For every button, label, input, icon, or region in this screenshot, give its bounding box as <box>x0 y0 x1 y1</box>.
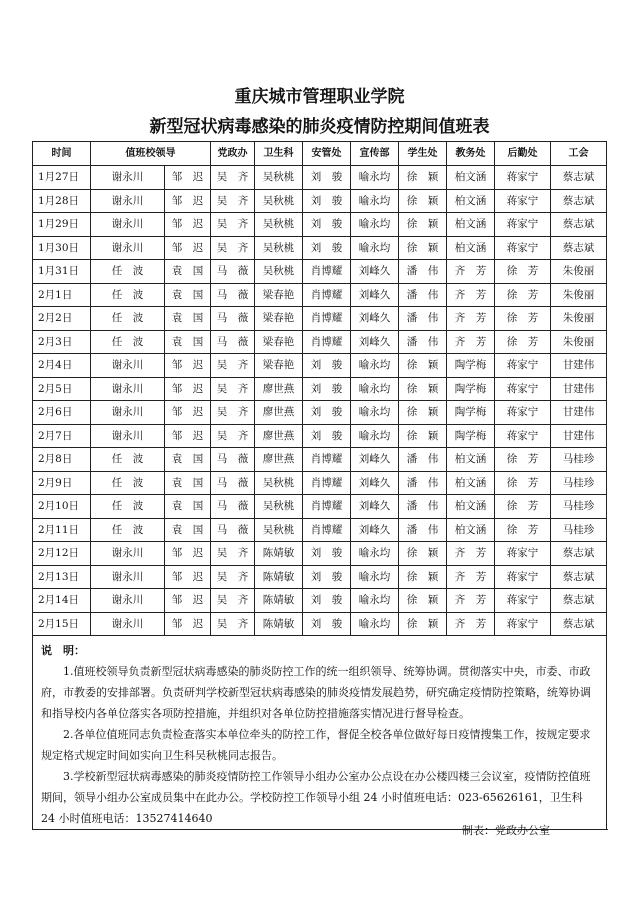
duty-cell: 柏文涵 <box>447 236 495 260</box>
header-logistics-office: 后勤处 <box>495 142 551 166</box>
duty-cell: 徐 颖 <box>399 213 447 237</box>
header-security-office: 安管处 <box>303 142 351 166</box>
duty-cell: 廖世燕 <box>255 424 303 448</box>
duty-cell: 蔡志斌 <box>551 166 607 190</box>
duty-cell: 蒋家宁 <box>495 377 551 401</box>
duty-cell: 潘 伟 <box>399 471 447 495</box>
duty-cell: 喻永均 <box>351 401 399 425</box>
date-cell: 2月7日 <box>33 424 91 448</box>
duty-cell: 吴秋桃 <box>255 213 303 237</box>
duty-cell: 陶学梅 <box>447 424 495 448</box>
duty-cell: 陈婧敏 <box>255 612 303 636</box>
duty-cell: 徐 芳 <box>495 471 551 495</box>
duty-cell: 肖博耀 <box>303 448 351 472</box>
duty-cell: 任 波 <box>91 471 165 495</box>
duty-cell: 谢永川 <box>91 612 165 636</box>
duty-cell: 吴 齐 <box>211 542 255 566</box>
duty-cell: 刘 骏 <box>303 565 351 589</box>
duty-cell: 柏文涵 <box>447 518 495 542</box>
duty-cell: 吴秋桃 <box>255 260 303 284</box>
duty-cell: 吴 齐 <box>211 424 255 448</box>
duty-cell: 刘峰久 <box>351 448 399 472</box>
document-title: 重庆城市管理职业学院 <box>234 87 405 107</box>
duty-cell: 邹 迟 <box>165 189 211 213</box>
duty-cell: 邹 迟 <box>165 354 211 378</box>
duty-cell: 任 波 <box>91 518 165 542</box>
date-cell: 2月12日 <box>33 542 91 566</box>
date-cell: 2月9日 <box>33 471 91 495</box>
duty-cell: 徐 颖 <box>399 354 447 378</box>
duty-cell: 吴 齐 <box>211 401 255 425</box>
document-subtitle: 新型冠状病毒感染的肺炎疫情防控期间值班表 <box>149 117 490 137</box>
duty-cell: 蔡志斌 <box>551 565 607 589</box>
duty-cell: 蒋家宁 <box>495 354 551 378</box>
duty-cell: 谢永川 <box>91 166 165 190</box>
duty-cell: 蔡志斌 <box>551 542 607 566</box>
duty-cell: 吴 齐 <box>211 377 255 401</box>
duty-cell: 蒋家宁 <box>495 189 551 213</box>
duty-cell: 喻永均 <box>351 166 399 190</box>
duty-cell: 谢永川 <box>91 424 165 448</box>
duty-cell: 齐 芳 <box>447 589 495 613</box>
duty-cell: 谢永川 <box>91 542 165 566</box>
duty-cell: 刘峰久 <box>351 330 399 354</box>
duty-cell: 谢永川 <box>91 213 165 237</box>
duty-cell: 吴秋桃 <box>255 495 303 519</box>
duty-cell: 徐 颖 <box>399 424 447 448</box>
duty-cell: 刘 骏 <box>303 354 351 378</box>
duty-cell: 潘 伟 <box>399 448 447 472</box>
header-school-leader: 值班校领导 <box>91 142 211 166</box>
duty-cell: 齐 芳 <box>447 330 495 354</box>
duty-cell: 蒋家宁 <box>495 542 551 566</box>
duty-cell: 马 薇 <box>211 330 255 354</box>
duty-cell: 任 波 <box>91 495 165 519</box>
date-cell: 2月5日 <box>33 377 91 401</box>
table-row <box>33 542 607 566</box>
duty-cell: 肖博耀 <box>303 495 351 519</box>
table-row <box>33 377 607 401</box>
duty-cell: 齐 芳 <box>447 565 495 589</box>
duty-cell: 徐 芳 <box>495 330 551 354</box>
duty-cell: 梁春艳 <box>255 307 303 331</box>
duty-cell: 齐 芳 <box>447 542 495 566</box>
duty-schedule-table <box>32 141 607 830</box>
duty-cell: 甘建伟 <box>551 354 607 378</box>
duty-cell: 陈婧敏 <box>255 565 303 589</box>
duty-cell: 朱俊丽 <box>551 307 607 331</box>
duty-cell: 蒋家宁 <box>495 166 551 190</box>
duty-cell: 刘峰久 <box>351 471 399 495</box>
duty-cell: 徐 颖 <box>399 166 447 190</box>
duty-cell: 吴秋桃 <box>255 166 303 190</box>
duty-cell: 袁 国 <box>165 330 211 354</box>
duty-cell: 蒋家宁 <box>495 236 551 260</box>
notes-heading: 说 明： <box>41 644 85 657</box>
duty-cell: 徐 芳 <box>495 283 551 307</box>
duty-cell: 朱俊丽 <box>551 260 607 284</box>
duty-cell: 谢永川 <box>91 565 165 589</box>
header-date: 时间 <box>33 142 91 166</box>
duty-cell: 蒋家宁 <box>495 213 551 237</box>
duty-cell: 袁 国 <box>165 260 211 284</box>
duty-cell: 肖博耀 <box>303 307 351 331</box>
table-row <box>33 565 607 589</box>
duty-cell: 喻永均 <box>351 213 399 237</box>
duty-cell: 刘 骏 <box>303 236 351 260</box>
duty-cell: 潘 伟 <box>399 495 447 519</box>
duty-cell: 袁 国 <box>165 307 211 331</box>
duty-cell: 蔡志斌 <box>551 213 607 237</box>
duty-cell: 徐 颖 <box>399 377 447 401</box>
duty-cell: 徐 颖 <box>399 542 447 566</box>
duty-cell: 陶学梅 <box>447 401 495 425</box>
duty-cell: 徐 颖 <box>399 401 447 425</box>
duty-cell: 马 薇 <box>211 448 255 472</box>
duty-cell: 谢永川 <box>91 354 165 378</box>
duty-cell: 甘建伟 <box>551 377 607 401</box>
duty-cell: 任 波 <box>91 283 165 307</box>
duty-cell: 马桂珍 <box>551 495 607 519</box>
table-row <box>33 166 607 190</box>
table-row <box>33 283 607 307</box>
duty-cell: 刘峰久 <box>351 307 399 331</box>
date-cell: 2月2日 <box>33 307 91 331</box>
duty-cell: 马 薇 <box>211 283 255 307</box>
duty-cell: 蒋家宁 <box>495 612 551 636</box>
duty-cell: 刘 骏 <box>303 589 351 613</box>
duty-cell: 邹 迟 <box>165 589 211 613</box>
table-row <box>33 518 607 542</box>
duty-cell: 柏文涵 <box>447 189 495 213</box>
duty-cell: 吴秋桃 <box>255 471 303 495</box>
duty-cell: 吴 齐 <box>211 612 255 636</box>
duty-cell: 朱俊丽 <box>551 330 607 354</box>
duty-cell: 吴 齐 <box>211 189 255 213</box>
table-row <box>33 236 607 260</box>
duty-cell: 潘 伟 <box>399 260 447 284</box>
duty-cell: 邹 迟 <box>165 565 211 589</box>
date-cell: 2月1日 <box>33 283 91 307</box>
table-row <box>33 471 607 495</box>
duty-cell: 齐 芳 <box>447 612 495 636</box>
table-row <box>33 307 607 331</box>
duty-cell: 邹 迟 <box>165 401 211 425</box>
duty-cell: 喻永均 <box>351 542 399 566</box>
duty-cell: 喻永均 <box>351 612 399 636</box>
duty-cell: 袁 国 <box>165 448 211 472</box>
table-row <box>33 424 607 448</box>
duty-cell: 吴 齐 <box>211 213 255 237</box>
duty-cell: 甘建伟 <box>551 401 607 425</box>
duty-cell: 马 薇 <box>211 471 255 495</box>
duty-cell: 肖博耀 <box>303 260 351 284</box>
duty-cell: 谢永川 <box>91 189 165 213</box>
duty-cell: 徐 颖 <box>399 589 447 613</box>
duty-cell: 蒋家宁 <box>495 565 551 589</box>
duty-cell: 马桂珍 <box>551 518 607 542</box>
table-row <box>33 495 607 519</box>
duty-cell: 梁春艳 <box>255 330 303 354</box>
duty-cell: 马 薇 <box>211 260 255 284</box>
duty-cell: 谢永川 <box>91 236 165 260</box>
table-row <box>33 448 607 472</box>
duty-cell: 谢永川 <box>91 589 165 613</box>
duty-cell: 陶学梅 <box>447 377 495 401</box>
duty-cell: 陶学梅 <box>447 354 495 378</box>
date-cell: 2月3日 <box>33 330 91 354</box>
header-student-office: 学生处 <box>399 142 447 166</box>
duty-cell: 邹 迟 <box>165 424 211 448</box>
duty-cell: 肖博耀 <box>303 330 351 354</box>
duty-cell: 徐 颖 <box>399 189 447 213</box>
table-row <box>33 330 607 354</box>
duty-cell: 吴 齐 <box>211 166 255 190</box>
note-item-2: 2.各单位值班同志负责检查落实本单位牵头的防控工作，督促全校各单位做好每日疫情搜集工作，按规定要求规定格式规定时间如实向卫生科吴秋桃同志报告。 <box>41 728 591 762</box>
duty-cell: 任 波 <box>91 330 165 354</box>
duty-cell: 袁 国 <box>165 495 211 519</box>
duty-cell: 刘 骏 <box>303 401 351 425</box>
date-cell: 2月6日 <box>33 401 91 425</box>
duty-cell: 喻永均 <box>351 189 399 213</box>
duty-cell: 齐 芳 <box>447 307 495 331</box>
duty-cell: 马桂珍 <box>551 448 607 472</box>
duty-cell: 吴秋桃 <box>255 189 303 213</box>
duty-cell: 任 波 <box>91 307 165 331</box>
header-academic-office: 教务处 <box>447 142 495 166</box>
duty-cell: 朱俊丽 <box>551 283 607 307</box>
duty-cell: 潘 伟 <box>399 518 447 542</box>
date-cell: 2月8日 <box>33 448 91 472</box>
duty-cell: 蔡志斌 <box>551 189 607 213</box>
date-cell: 1月27日 <box>33 166 91 190</box>
duty-cell: 蒋家宁 <box>495 589 551 613</box>
duty-cell: 喻永均 <box>351 565 399 589</box>
header-publicity-dept: 宣传部 <box>351 142 399 166</box>
duty-cell: 甘建伟 <box>551 424 607 448</box>
duty-cell: 邹 迟 <box>165 236 211 260</box>
table-row <box>33 612 607 636</box>
duty-cell: 徐 芳 <box>495 307 551 331</box>
header-union: 工会 <box>551 142 607 166</box>
duty-cell: 廖世燕 <box>255 448 303 472</box>
duty-cell: 刘 骏 <box>303 213 351 237</box>
duty-cell: 袁 国 <box>165 471 211 495</box>
duty-cell: 吴 齐 <box>211 589 255 613</box>
table-header-row <box>33 142 607 166</box>
duty-cell: 谢永川 <box>91 377 165 401</box>
duty-cell: 廖世燕 <box>255 401 303 425</box>
duty-cell: 邹 迟 <box>165 542 211 566</box>
table-row <box>33 213 607 237</box>
date-cell: 2月15日 <box>33 612 91 636</box>
table-row <box>33 189 607 213</box>
duty-cell: 刘峰久 <box>351 495 399 519</box>
table-row <box>33 260 607 284</box>
prepared-by: 制表：党政办公室 <box>462 824 550 837</box>
duty-cell: 刘 骏 <box>303 612 351 636</box>
duty-cell: 齐 芳 <box>447 260 495 284</box>
duty-cell: 柏文涵 <box>447 471 495 495</box>
table-row <box>33 401 607 425</box>
duty-cell: 邹 迟 <box>165 166 211 190</box>
date-cell: 2月11日 <box>33 518 91 542</box>
duty-cell: 柏文涵 <box>447 495 495 519</box>
duty-cell: 喻永均 <box>351 354 399 378</box>
duty-cell: 刘 骏 <box>303 542 351 566</box>
duty-cell: 潘 伟 <box>399 330 447 354</box>
duty-cell: 蔡志斌 <box>551 589 607 613</box>
table-row <box>33 589 607 613</box>
duty-cell: 喻永均 <box>351 377 399 401</box>
duty-cell: 吴秋桃 <box>255 236 303 260</box>
duty-cell: 徐 芳 <box>495 448 551 472</box>
duty-cell: 邹 迟 <box>165 213 211 237</box>
duty-cell: 袁 国 <box>165 283 211 307</box>
date-cell: 2月14日 <box>33 589 91 613</box>
date-cell: 2月10日 <box>33 495 91 519</box>
duty-cell: 吴 齐 <box>211 354 255 378</box>
date-cell: 2月4日 <box>33 354 91 378</box>
duty-cell: 徐 颖 <box>399 236 447 260</box>
duty-cell: 马桂珍 <box>551 471 607 495</box>
duty-cell: 任 波 <box>91 448 165 472</box>
table-row <box>33 354 607 378</box>
date-cell: 1月29日 <box>33 213 91 237</box>
duty-cell: 邹 迟 <box>165 612 211 636</box>
duty-cell: 马 薇 <box>211 495 255 519</box>
duty-cell: 蒋家宁 <box>495 424 551 448</box>
duty-cell: 肖博耀 <box>303 518 351 542</box>
duty-cell: 刘峰久 <box>351 518 399 542</box>
date-cell: 1月30日 <box>33 236 91 260</box>
duty-cell: 刘 骏 <box>303 424 351 448</box>
date-cell: 2月13日 <box>33 565 91 589</box>
duty-cell: 潘 伟 <box>399 307 447 331</box>
duty-cell: 吴秋桃 <box>255 518 303 542</box>
header-party-office: 党政办 <box>211 142 255 166</box>
duty-cell: 柏文涵 <box>447 166 495 190</box>
date-cell: 1月31日 <box>33 260 91 284</box>
header-health-section: 卫生科 <box>255 142 303 166</box>
table-body <box>33 166 607 830</box>
duty-cell: 齐 芳 <box>447 283 495 307</box>
duty-cell: 徐 芳 <box>495 260 551 284</box>
duty-cell: 廖世燕 <box>255 377 303 401</box>
duty-cell: 马 薇 <box>211 518 255 542</box>
duty-cell: 蔡志斌 <box>551 236 607 260</box>
duty-cell: 陈婧敏 <box>255 542 303 566</box>
duty-cell: 喻永均 <box>351 236 399 260</box>
duty-cell: 谢永川 <box>91 401 165 425</box>
duty-cell: 任 波 <box>91 260 165 284</box>
duty-cell: 潘 伟 <box>399 283 447 307</box>
date-cell: 1月28日 <box>33 189 91 213</box>
duty-cell: 梁春艳 <box>255 354 303 378</box>
duty-cell: 陈婧敏 <box>255 589 303 613</box>
notes-cell <box>33 636 607 830</box>
duty-cell: 袁 国 <box>165 518 211 542</box>
duty-cell: 柏文涵 <box>447 448 495 472</box>
duty-cell: 吴 齐 <box>211 565 255 589</box>
duty-cell: 喻永均 <box>351 589 399 613</box>
duty-cell: 肖博耀 <box>303 283 351 307</box>
duty-cell: 蔡志斌 <box>551 612 607 636</box>
note-item-1: 1.值班校领导负责新型冠状病毒感染的肺炎防控工作的统一组织领导、统筹协调。贯彻落实中央，市委、市政府，市教委的安排部署。负责研判学校新型冠状病毒感染的肺炎疫情发展趋势，研究确定疫情防控策略，统筹协调和指导校内各单位落实各项防控措施，并组织对各单位防控措施落实情况进行督导检查。 <box>41 665 591 720</box>
duty-cell: 梁春艳 <box>255 283 303 307</box>
note-item-3: 3.学校新型冠状病毒感染的肺炎疫情防控工作领导小组办公室办公点设在办公楼四楼三会议室，疫情防控值班期间，领导小组办公室成员集中在此办公。学校防控工作领导小组 24 小时值班电话：023-65626161，卫生科 24 小时值班电话：13527414640 <box>41 770 591 825</box>
duty-cell: 徐 芳 <box>495 495 551 519</box>
duty-cell: 徐 颖 <box>399 612 447 636</box>
duty-cell: 刘 骏 <box>303 377 351 401</box>
duty-cell: 吴 齐 <box>211 236 255 260</box>
duty-cell: 刘峰久 <box>351 283 399 307</box>
duty-cell: 刘 骏 <box>303 166 351 190</box>
duty-cell: 徐 颖 <box>399 565 447 589</box>
duty-cell: 肖博耀 <box>303 471 351 495</box>
duty-cell: 刘峰久 <box>351 260 399 284</box>
duty-cell: 柏文涵 <box>447 213 495 237</box>
duty-cell: 马 薇 <box>211 307 255 331</box>
duty-cell: 徐 芳 <box>495 518 551 542</box>
duty-cell: 喻永均 <box>351 424 399 448</box>
duty-cell: 邹 迟 <box>165 377 211 401</box>
duty-cell: 刘 骏 <box>303 189 351 213</box>
duty-cell: 蒋家宁 <box>495 401 551 425</box>
